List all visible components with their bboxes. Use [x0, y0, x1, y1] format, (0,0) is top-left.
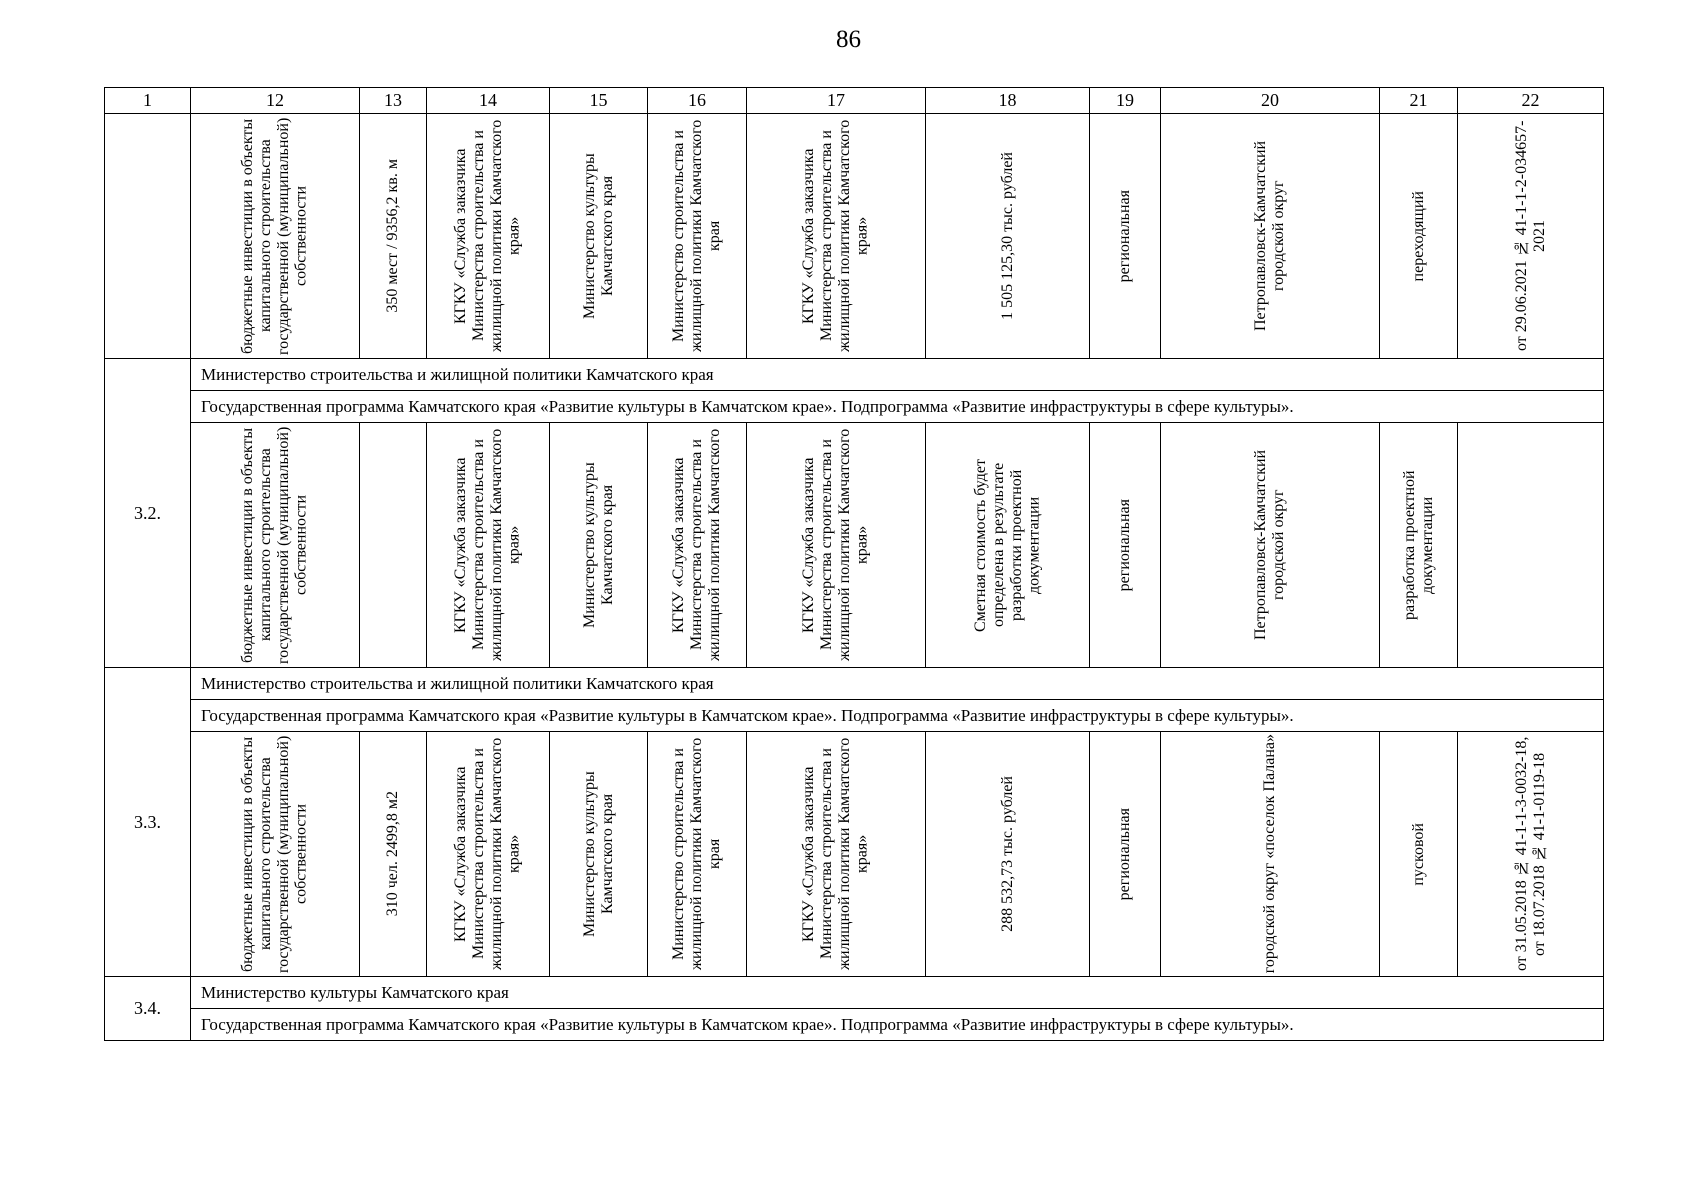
table-cell: региональная — [1090, 732, 1161, 977]
column-header: 21 — [1380, 88, 1458, 114]
ministry-row — [105, 668, 1604, 700]
table-cell: Сметная стоимость будет определена в результате разработки проектной документации — [926, 423, 1090, 668]
document-table — [104, 87, 1604, 1041]
row-number: 3.2. — [105, 359, 191, 668]
table-cell: 310 чел. 2499,8 м2 — [360, 732, 427, 977]
program-label: Государственная программа Камчатского края «Развитие культуры в Камчатском крае». Подпрограмма «Развитие инфраструктуры в сфере культуры». — [191, 1009, 1604, 1041]
column-header: 18 — [926, 88, 1090, 114]
program-row — [105, 391, 1604, 423]
table-cell: Министерство строительства и жилищной политики Камчатского края — [648, 114, 747, 359]
table-cell: КГКУ «Служба заказчика Министерства строительства и жилищной политики Камчатского — [648, 423, 747, 668]
table-cell — [1458, 423, 1604, 668]
table-row — [105, 423, 1604, 668]
table-cell: Министерство строительства и жилищной политики Камчатского края — [648, 732, 747, 977]
column-header: 20 — [1161, 88, 1380, 114]
table-cell: КГКУ «Служба заказчика Министерства строительства и жилищной политики Камчатского края» — [427, 114, 550, 359]
table-cell: городской округ «поселок Палана» — [1161, 732, 1380, 977]
table-cell: от 31.05.2018 № 41-1-1-3-0032-18, от 18.07.2018 № 41-1-0119-18 — [1458, 732, 1604, 977]
column-header: 22 — [1458, 88, 1604, 114]
program-label: Государственная программа Камчатского края «Развитие культуры в Камчатском крае». Подпрограмма «Развитие инфраструктуры в сфере культуры». — [191, 700, 1604, 732]
ministry-label: Министерство культуры Камчатского края — [191, 977, 1604, 1009]
table-cell: Петропавловск-Камчатский городской округ — [1161, 114, 1380, 359]
table-cell: Министерство культуры Камчатского края — [550, 732, 648, 977]
table-cell: КГКУ «Служба заказчика Министерства строительства и жилищной политики Камчатского края» — [747, 732, 926, 977]
table-cell: КГКУ «Служба заказчика Министерства строительства и жилищной политики Камчатского края» — [427, 423, 550, 668]
column-header: 19 — [1090, 88, 1161, 114]
table-cell: региональная — [1090, 114, 1161, 359]
table-row — [105, 732, 1604, 977]
table-cell: 1 505 125,30 тыс. рублей — [926, 114, 1090, 359]
table-cell: КГКУ «Служба заказчика Министерства строительства и жилищной политики Камчатского края» — [747, 423, 926, 668]
page-number: 86 — [836, 26, 861, 53]
table-cell: Министерство культуры Камчатского края — [550, 114, 648, 359]
table-cell: региональная — [1090, 423, 1161, 668]
table-cell: Министерство культуры Камчатского края — [550, 423, 648, 668]
column-header: 14 — [427, 88, 550, 114]
table-cell: 288 532,73 тыс. рублей — [926, 732, 1090, 977]
ministry-row — [105, 977, 1604, 1009]
row-number: 3.4. — [105, 977, 191, 1041]
program-row — [105, 1009, 1604, 1041]
table-cell: КГКУ «Служба заказчика Министерства строительства и жилищной политики Камчатского края» — [427, 732, 550, 977]
table-cell: бюджетные инвестиции в объекты капитального строительства государственной (муниципальной) собственности — [191, 423, 360, 668]
ministry-label: Министерство строительства и жилищной политики Камчатского края — [191, 668, 1604, 700]
table-cell: 350 мест / 9356,2 кв. м — [360, 114, 427, 359]
table-cell: бюджетные инвестиции в объекты капитального строительства государственной (муниципальной) собственности — [191, 114, 360, 359]
table-cell — [360, 423, 427, 668]
row-number: 3.3. — [105, 668, 191, 977]
column-header: 15 — [550, 88, 648, 114]
table-cell: КГКУ «Служба заказчика Министерства строительства и жилищной политики Камчатского края» — [747, 114, 926, 359]
ministry-label: Министерство строительства и жилищной политики Камчатского края — [191, 359, 1604, 391]
table-cell: Петропавловск-Камчатский городской округ — [1161, 423, 1380, 668]
table-cell: переходящий — [1380, 114, 1458, 359]
table-cell: бюджетные инвестиции в объекты капитального строительства государственной (муниципальной) собственности — [191, 732, 360, 977]
column-header: 16 — [648, 88, 747, 114]
column-header: 17 — [747, 88, 926, 114]
table-row — [105, 114, 1604, 359]
table-cell: пусковой — [1380, 732, 1458, 977]
column-header: 12 — [191, 88, 360, 114]
header-row — [105, 88, 1604, 114]
ministry-row — [105, 359, 1604, 391]
row-number-cell — [105, 114, 191, 359]
program-row — [105, 700, 1604, 732]
program-label: Государственная программа Камчатского края «Развитие культуры в Камчатском крае». Подпрограмма «Развитие инфраструктуры в сфере культуры». — [191, 391, 1604, 423]
column-header: 1 — [105, 88, 191, 114]
column-header: 13 — [360, 88, 427, 114]
table-cell: разработка проектной документации — [1380, 423, 1458, 668]
table-cell: от 29.06.2021 № 41-1-1-2-034657-2021 — [1458, 114, 1604, 359]
